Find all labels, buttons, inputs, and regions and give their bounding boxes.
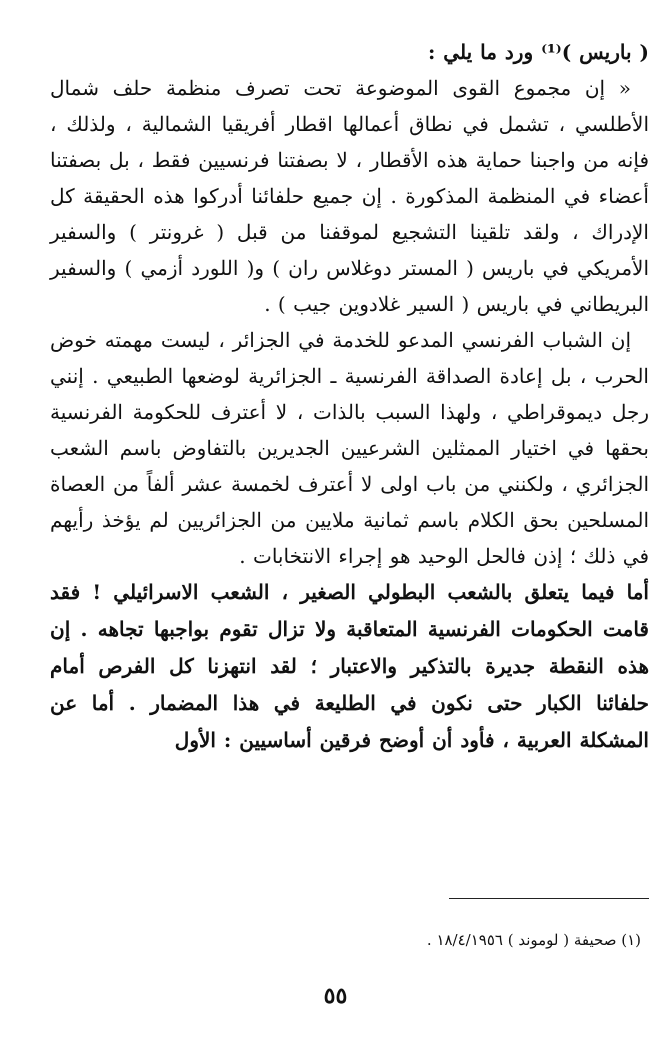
body-text (50, 34, 649, 759)
paragraph-algeria: إن الشباب الفرنسي المدعو للخدمة في الجزائر ، ليست مهمته خوض الحرب ، بل إعادة الصداقة الفرنسية ـ الجزائرية لوضعها الطبيعي . إنني رجل ديموقراطي ، ولهذا السبب بالذات ، لا أعترف للحكومة الفرنسية بحقها في اختيار الممثلين الشرعيين الجديرين بالتفاوض باسم الشعب الجزائري ، ولكنني من باب اولى لا أعترف لخمسة عشر ألفاً من العصاة المسلحين بحق الكلام باسم ثمانية ملايين من الجزائريين لم يؤخذ رأيهم في ذلك ؛ إذن فالحل الوحيد هو إجراء الانتخابات . (50, 328, 649, 568)
footnote-divider (449, 898, 649, 899)
footnote: (١) صحيفة ( لوموند ) ١٨/٤/١٩٥٦ . (426, 931, 641, 949)
paragraph-quote: « إن مجموع القوى الموضوعة تحت تصرف منظمة حلف شمال الأطلسي ، تشمل في نطاق أعمالها اقطار أفريقيا الشمالية ، ولذلك ، فإنه من واجبنا حماية هذه الأقطار ، لا بصفتنا فرنسيين فقط ، بل بصفتنا أعضاء في المنظمة المذكورة . إن جميع حلفائنا أدركوا هذه الحقيقة كل الإدراك ، ولقد تلقينا التشجيع لموقفنا من قبل ( غرونتر ) والسفير الأمريكي في باريس ( المستر دوغلاس ران ) و( اللورد أزمي ) والسفير البريطاني في باريس ( السير غلادوين جيب ) . (50, 76, 650, 316)
quote-source-line: ( باريس )⁽¹⁾ ورد ما يلي : (427, 40, 649, 64)
page-number: ٥٥ (323, 983, 348, 1009)
paragraph-bold: أما فيما يتعلق بالشعب البطولي الصغير ، الشعب الاسرائيلي ! فقد قامت الحكومات الفرنسية المتعاقبة ولا تزال تقوم بواجبها تجاهه . إن هذه النقطة جديرة بالتذكير والاعتبار ؛ لقد انتهزنا كل الفرص أمام حلفائنا الكبار حتى نكون في الطليعة في هذا المضمار . أما عن المشكلة العربية ، فأود أن أوضح فرقين أساسيين : الأول (50, 580, 649, 752)
